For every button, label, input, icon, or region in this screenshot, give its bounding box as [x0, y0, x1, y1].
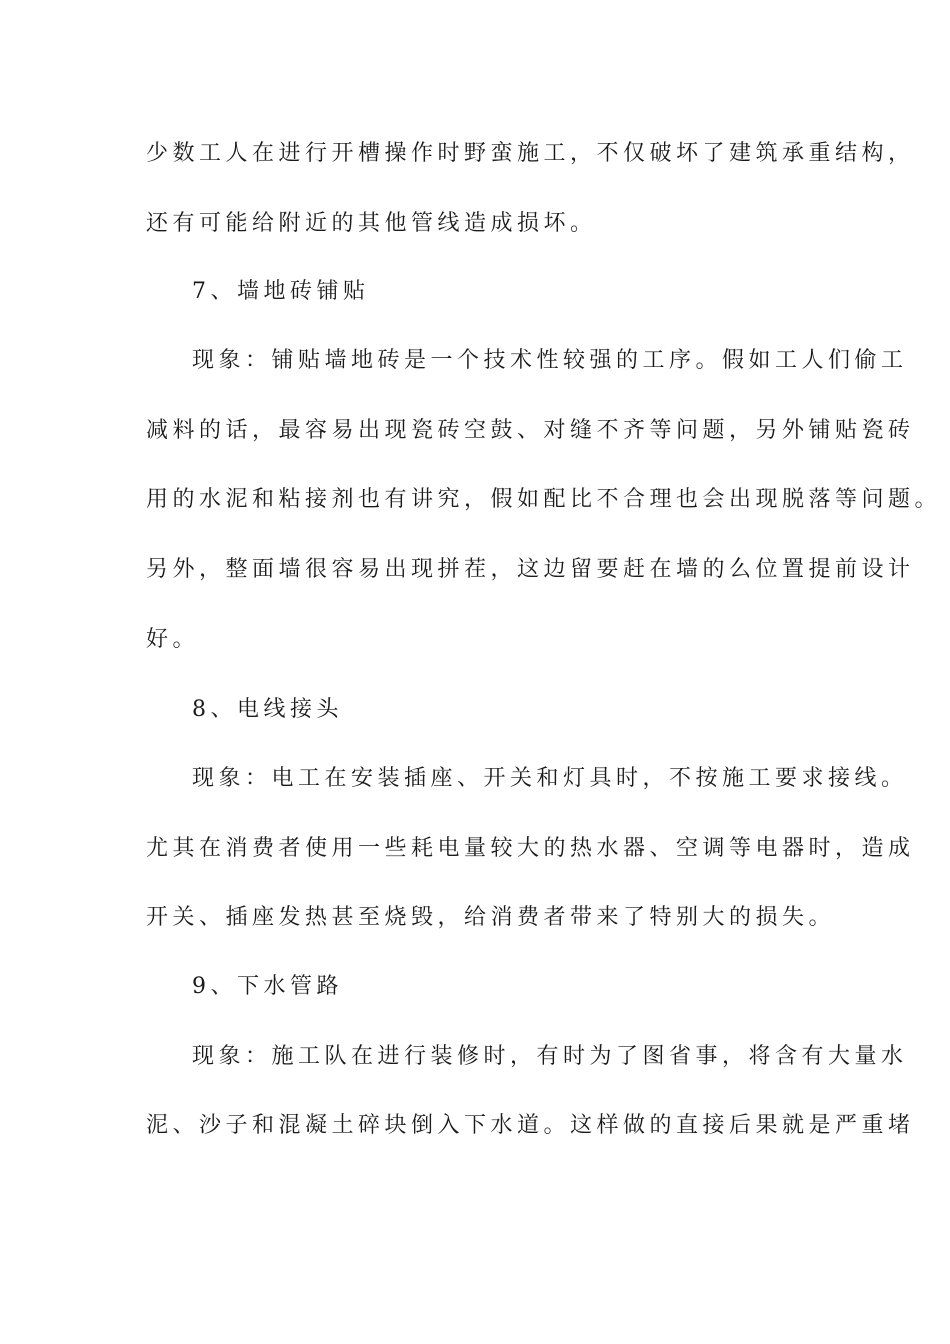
paragraph-line-6: 另外，整面墙很容易出现拼茬，这边留要赶在墙的么位置提前设计 — [146, 557, 915, 582]
paragraph-line-9: 尤其在消费者使用一些耗电量较大的热水器、空调等电器时，造成 — [146, 836, 915, 861]
paragraph-line-8: 现象：电工在安装插座、开关和灯具时，不按施工要求接线。 — [192, 766, 908, 791]
paragraph-line-11: 现象：施工队在进行装修时，有时为了图省事，将含有大量水 — [192, 1044, 908, 1069]
paragraph-line-12: 泥、沙子和混凝土碎块倒入下水道。这样做的直接后果就是严重堵 — [146, 1113, 915, 1138]
paragraph-line-1: 少数工人在进行开槽操作时野蛮施工，不仅破坏了建筑承重结构， — [146, 141, 915, 166]
paragraph-line-7: 好。 — [146, 627, 200, 652]
paragraph-line-2: 还有可能给附近的其他管线造成损坏。 — [146, 211, 597, 236]
paragraph-line-5: 用的水泥和粘接剂也有讲究，假如配比不合理也会出现脱落等问题。 — [146, 487, 942, 512]
section-heading-8: 8、电线接头 — [192, 697, 343, 722]
paragraph-line-10: 开关、插座发热甚至烧毁，给消费者带来了特别大的损失。 — [146, 905, 836, 930]
paragraph-line-4: 减料的话，最容易出现瓷砖空鼓、对缝不齐等问题，另外铺贴瓷砖 — [146, 418, 915, 443]
section-heading-7: 7、墙地砖铺贴 — [192, 279, 370, 304]
paragraph-line-3: 现象：铺贴墙地砖是一个技术性较强的工序。假如工人们偷工 — [192, 348, 908, 373]
section-heading-9: 9、下水管路 — [192, 974, 343, 999]
